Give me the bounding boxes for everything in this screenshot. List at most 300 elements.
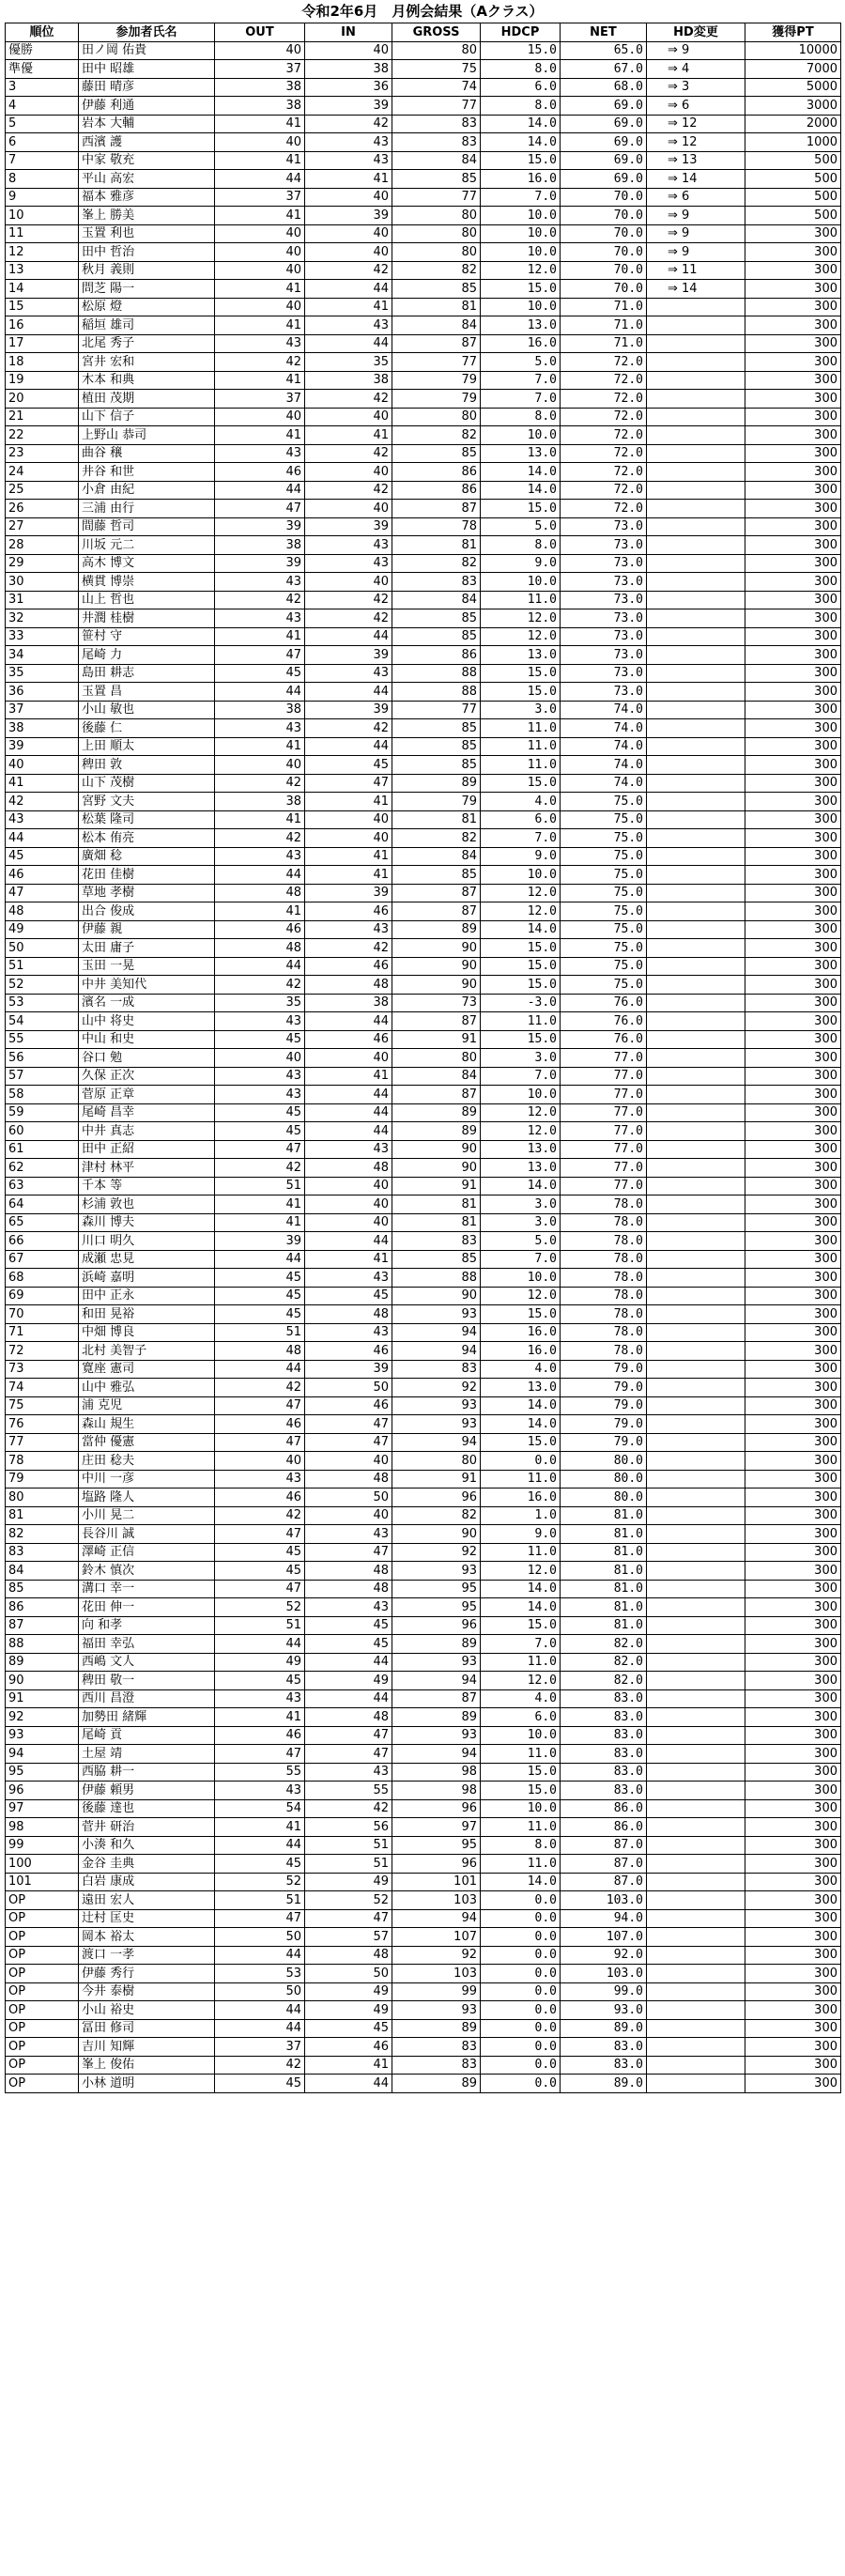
cell-points: 300 — [745, 2075, 841, 2093]
cell-name: 谷口 勉 — [79, 1049, 215, 1068]
cell-rank: 17 — [6, 334, 79, 353]
cell-name: 浜崎 嘉明 — [79, 1269, 215, 1288]
cell-hd-change — [647, 994, 745, 1012]
cell-rank: 45 — [6, 847, 79, 866]
cell-points: 300 — [745, 298, 841, 316]
cell-gross: 78 — [392, 517, 481, 536]
cell-hdcp: 14.0 — [481, 1415, 561, 1434]
cell-rank: 38 — [6, 719, 79, 738]
column-header-name: 参加者氏名 — [79, 23, 215, 42]
cell-hd-change — [647, 371, 745, 390]
cell-hd-change — [647, 1982, 745, 2001]
cell-in: 38 — [305, 994, 392, 1012]
cell-hdcp: 12.0 — [481, 627, 561, 646]
cell-points: 300 — [745, 1360, 841, 1379]
cell-points: 500 — [745, 188, 841, 207]
table-row — [6, 1360, 841, 1379]
cell-in: 41 — [305, 793, 392, 811]
cell-gross: 79 — [392, 371, 481, 390]
cell-net: 73.0 — [561, 536, 647, 555]
cell-in: 41 — [305, 1250, 392, 1269]
cell-rank: 46 — [6, 866, 79, 885]
cell-out: 41 — [215, 810, 305, 829]
cell-hdcp: 13.0 — [481, 1140, 561, 1159]
cell-hd-change — [647, 1799, 745, 1818]
cell-hd-change — [647, 1543, 745, 1562]
cell-gross: 101 — [392, 1873, 481, 1891]
cell-gross: 98 — [392, 1763, 481, 1782]
cell-in: 50 — [305, 1379, 392, 1397]
cell-hd-change — [647, 481, 745, 500]
cell-name: 田中 正永 — [79, 1287, 215, 1305]
cell-net: 71.0 — [561, 334, 647, 353]
cell-name: 間藤 哲司 — [79, 517, 215, 536]
cell-hdcp: 16.0 — [481, 334, 561, 353]
cell-hdcp: 0.0 — [481, 2001, 561, 2020]
cell-hd-change — [647, 1177, 745, 1195]
cell-gross: 94 — [392, 1433, 481, 1452]
cell-gross: 81 — [392, 1195, 481, 1214]
cell-hd-change: ⇒ 12 — [647, 115, 745, 133]
cell-out: 46 — [215, 1726, 305, 1745]
cell-gross: 90 — [392, 1140, 481, 1159]
cell-rank: 43 — [6, 810, 79, 829]
cell-net: 72.0 — [561, 371, 647, 390]
cell-gross: 80 — [392, 408, 481, 426]
cell-name: 中井 真志 — [79, 1122, 215, 1141]
cell-gross: 87 — [392, 334, 481, 353]
cell-hd-change: ⇒ 3 — [647, 78, 745, 97]
cell-name: 伊藤 親 — [79, 920, 215, 939]
cell-hd-change — [647, 353, 745, 372]
cell-name: 山上 哲也 — [79, 591, 215, 609]
cell-rank: 27 — [6, 517, 79, 536]
cell-name: 笹村 守 — [79, 627, 215, 646]
cell-hd-change — [647, 810, 745, 829]
cell-in: 47 — [305, 1909, 392, 1928]
cell-in: 44 — [305, 683, 392, 702]
cell-out: 44 — [215, 2019, 305, 2038]
cell-gross: 83 — [392, 1232, 481, 1251]
cell-out: 42 — [215, 2056, 305, 2075]
cell-hdcp: 4.0 — [481, 1689, 561, 1708]
cell-points: 300 — [745, 627, 841, 646]
cell-name: 田中 昭雄 — [79, 60, 215, 79]
cell-points: 300 — [745, 426, 841, 445]
cell-gross: 75 — [392, 60, 481, 79]
cell-gross: 82 — [392, 261, 481, 280]
cell-net: 89.0 — [561, 2019, 647, 2038]
table-row — [6, 463, 841, 482]
cell-net: 78.0 — [561, 1287, 647, 1305]
cell-points: 300 — [745, 683, 841, 702]
cell-net: 75.0 — [561, 976, 647, 995]
cell-hdcp: 10.0 — [481, 1086, 561, 1104]
cell-in: 42 — [305, 481, 392, 500]
cell-gross: 94 — [392, 1745, 481, 1764]
cell-net: 70.0 — [561, 224, 647, 243]
cell-hdcp: 12.0 — [481, 884, 561, 902]
cell-hdcp: 4.0 — [481, 793, 561, 811]
cell-in: 40 — [305, 1506, 392, 1525]
cell-hd-change — [647, 1140, 745, 1159]
cell-points: 300 — [745, 1323, 841, 1342]
cell-points: 300 — [745, 902, 841, 921]
cell-in: 44 — [305, 1689, 392, 1708]
table-row — [6, 500, 841, 518]
cell-hdcp: 4.0 — [481, 1360, 561, 1379]
cell-net: 77.0 — [561, 1067, 647, 1086]
cell-out: 45 — [215, 664, 305, 683]
cell-net: 74.0 — [561, 756, 647, 775]
cell-gross: 81 — [392, 810, 481, 829]
cell-gross: 84 — [392, 591, 481, 609]
cell-hd-change — [647, 1598, 745, 1617]
cell-in: 43 — [305, 151, 392, 170]
cell-name: 當仲 優憲 — [79, 1433, 215, 1452]
cell-name: 遠田 宏人 — [79, 1891, 215, 1910]
cell-name: 溝口 幸一 — [79, 1580, 215, 1598]
table-row — [6, 316, 841, 335]
cell-rank: 15 — [6, 298, 79, 316]
cell-points: 300 — [745, 591, 841, 609]
cell-rank: 57 — [6, 1067, 79, 1086]
cell-hd-change — [647, 2075, 745, 2093]
table-row — [6, 1525, 841, 1544]
cell-hd-change — [647, 1195, 745, 1214]
table-row — [6, 481, 841, 500]
cell-hd-change — [647, 573, 745, 592]
cell-gross: 83 — [392, 115, 481, 133]
cell-in: 44 — [305, 1232, 392, 1251]
cell-in: 35 — [305, 353, 392, 372]
cell-out: 45 — [215, 1305, 305, 1324]
cell-rank: 84 — [6, 1562, 79, 1581]
cell-points: 500 — [745, 170, 841, 189]
cell-net: 81.0 — [561, 1562, 647, 1581]
cell-rank: 37 — [6, 701, 79, 719]
cell-in: 43 — [305, 1269, 392, 1288]
cell-gross: 81 — [392, 536, 481, 555]
cell-net: 74.0 — [561, 737, 647, 756]
cell-points: 300 — [745, 1745, 841, 1764]
cell-hd-change — [647, 664, 745, 683]
cell-points: 300 — [745, 280, 841, 299]
cell-hdcp: 7.0 — [481, 188, 561, 207]
cell-hd-change: ⇒ 14 — [647, 170, 745, 189]
cell-hdcp: 13.0 — [481, 646, 561, 665]
cell-hd-change — [647, 1232, 745, 1251]
cell-hdcp: 11.0 — [481, 1470, 561, 1489]
cell-hd-change — [647, 1470, 745, 1489]
table-row — [6, 2075, 841, 2093]
cell-name: 菅原 正章 — [79, 1086, 215, 1104]
cell-in: 39 — [305, 701, 392, 719]
cell-gross: 79 — [392, 793, 481, 811]
cell-name: 木本 和典 — [79, 371, 215, 390]
cell-points: 300 — [745, 810, 841, 829]
cell-out: 45 — [215, 1030, 305, 1049]
cell-points: 300 — [745, 2001, 841, 2020]
cell-gross: 81 — [392, 298, 481, 316]
cell-hd-change — [647, 444, 745, 463]
cell-points: 300 — [745, 1506, 841, 1525]
cell-name: 伊藤 頼男 — [79, 1782, 215, 1800]
cell-in: 46 — [305, 1030, 392, 1049]
cell-out: 41 — [215, 426, 305, 445]
cell-hdcp: 8.0 — [481, 408, 561, 426]
cell-rank: 55 — [6, 1030, 79, 1049]
cell-rank: 96 — [6, 1782, 79, 1800]
cell-in: 51 — [305, 1836, 392, 1855]
cell-name: 井谷 和世 — [79, 463, 215, 482]
cell-in: 46 — [305, 957, 392, 976]
cell-name: 金谷 圭典 — [79, 1855, 215, 1874]
cell-hdcp: 1.0 — [481, 1506, 561, 1525]
cell-net: 81.0 — [561, 1506, 647, 1525]
cell-points: 300 — [745, 481, 841, 500]
table-row — [6, 151, 841, 170]
cell-gross: 94 — [392, 1909, 481, 1928]
cell-net: 82.0 — [561, 1635, 647, 1654]
cell-in: 40 — [305, 1177, 392, 1195]
cell-net: 78.0 — [561, 1213, 647, 1232]
cell-in: 39 — [305, 207, 392, 225]
cell-net: 76.0 — [561, 994, 647, 1012]
cell-points: 300 — [745, 1067, 841, 1086]
table-row — [6, 1891, 841, 1910]
cell-gross: 90 — [392, 939, 481, 958]
cell-net: 83.0 — [561, 1763, 647, 1782]
cell-hdcp: 12.0 — [481, 902, 561, 921]
cell-hdcp: 16.0 — [481, 1342, 561, 1361]
cell-rank: 44 — [6, 829, 79, 848]
cell-gross: 89 — [392, 2075, 481, 2093]
cell-name: 玉置 昌 — [79, 683, 215, 702]
cell-hd-change — [647, 683, 745, 702]
cell-points: 300 — [745, 1543, 841, 1562]
cell-hdcp: 13.0 — [481, 1379, 561, 1397]
cell-out: 42 — [215, 1379, 305, 1397]
cell-points: 300 — [745, 1470, 841, 1489]
cell-name: 伊藤 秀行 — [79, 1965, 215, 1983]
cell-points: 300 — [745, 554, 841, 573]
cell-out: 44 — [215, 1250, 305, 1269]
cell-points: 300 — [745, 1672, 841, 1690]
cell-net: 73.0 — [561, 573, 647, 592]
column-header-rank: 順位 — [6, 23, 79, 42]
cell-net: 70.0 — [561, 243, 647, 262]
cell-net: 79.0 — [561, 1379, 647, 1397]
cell-in: 42 — [305, 115, 392, 133]
cell-hdcp: 0.0 — [481, 2075, 561, 2093]
cell-in: 46 — [305, 1396, 392, 1415]
cell-hdcp: 13.0 — [481, 444, 561, 463]
cell-out: 43 — [215, 573, 305, 592]
cell-hdcp: 15.0 — [481, 500, 561, 518]
cell-points: 300 — [745, 334, 841, 353]
cell-in: 43 — [305, 133, 392, 152]
cell-in: 39 — [305, 646, 392, 665]
cell-net: 65.0 — [561, 41, 647, 60]
cell-hdcp: 8.0 — [481, 97, 561, 116]
cell-hd-change — [647, 2056, 745, 2075]
cell-name: 出合 俊成 — [79, 902, 215, 921]
cell-hd-change — [647, 1763, 745, 1782]
cell-hdcp: 10.0 — [481, 573, 561, 592]
cell-rank: 67 — [6, 1250, 79, 1269]
cell-rank: 13 — [6, 261, 79, 280]
cell-hdcp: 11.0 — [481, 756, 561, 775]
cell-in: 47 — [305, 1433, 392, 1452]
cell-out: 40 — [215, 1049, 305, 1068]
cell-rank: 75 — [6, 1396, 79, 1415]
cell-name: 福本 雅彦 — [79, 188, 215, 207]
cell-rank: 95 — [6, 1763, 79, 1782]
cell-points: 1000 — [745, 133, 841, 152]
cell-net: 73.0 — [561, 646, 647, 665]
table-row — [6, 115, 841, 133]
cell-rank: 36 — [6, 683, 79, 702]
cell-hdcp: 11.0 — [481, 1543, 561, 1562]
cell-hdcp: 10.0 — [481, 1726, 561, 1745]
table-row — [6, 1598, 841, 1617]
cell-rank: OP — [6, 2056, 79, 2075]
cell-name: 小川 晃二 — [79, 1506, 215, 1525]
cell-out: 41 — [215, 207, 305, 225]
cell-in: 44 — [305, 2075, 392, 2093]
cell-hdcp: 15.0 — [481, 683, 561, 702]
cell-hdcp: 16.0 — [481, 1489, 561, 1507]
cell-in: 41 — [305, 298, 392, 316]
cell-points: 300 — [745, 463, 841, 482]
cell-rank: OP — [6, 2001, 79, 2020]
cell-hdcp: 6.0 — [481, 810, 561, 829]
cell-rank: 93 — [6, 1726, 79, 1745]
cell-points: 300 — [745, 1982, 841, 2001]
cell-rank: 25 — [6, 481, 79, 500]
cell-gross: 85 — [392, 756, 481, 775]
cell-points: 300 — [745, 957, 841, 976]
cell-out: 43 — [215, 1782, 305, 1800]
cell-hdcp: 11.0 — [481, 737, 561, 756]
cell-in: 41 — [305, 426, 392, 445]
table-row — [6, 920, 841, 939]
cell-gross: 83 — [392, 2038, 481, 2057]
cell-rank: 92 — [6, 1708, 79, 1727]
cell-hdcp: 15.0 — [481, 976, 561, 995]
table-row — [6, 41, 841, 60]
cell-hdcp: 0.0 — [481, 1452, 561, 1471]
table-row — [6, 1379, 841, 1397]
cell-gross: 73 — [392, 994, 481, 1012]
cell-name: 長谷川 誠 — [79, 1525, 215, 1544]
cell-name: 田ノ岡 佑貴 — [79, 41, 215, 60]
cell-net: 73.0 — [561, 609, 647, 628]
cell-in: 36 — [305, 78, 392, 97]
table-row — [6, 829, 841, 848]
cell-in: 48 — [305, 1305, 392, 1324]
cell-name: 西脇 耕一 — [79, 1763, 215, 1782]
cell-out: 41 — [215, 115, 305, 133]
cell-out: 43 — [215, 444, 305, 463]
cell-hd-change — [647, 1672, 745, 1690]
cell-name: 吉川 知輝 — [79, 2038, 215, 2057]
cell-hdcp: 12.0 — [481, 1287, 561, 1305]
cell-points: 300 — [745, 224, 841, 243]
cell-net: 68.0 — [561, 78, 647, 97]
cell-hdcp: 11.0 — [481, 719, 561, 738]
cell-out: 47 — [215, 1140, 305, 1159]
cell-hd-change: ⇒ 4 — [647, 60, 745, 79]
cell-rank: 24 — [6, 463, 79, 482]
cell-hdcp: 15.0 — [481, 664, 561, 683]
table-row — [6, 1635, 841, 1654]
table-row — [6, 1818, 841, 1837]
cell-name: 成瀬 忠見 — [79, 1250, 215, 1269]
cell-hdcp: 0.0 — [481, 2038, 561, 2057]
table-row — [6, 261, 841, 280]
cell-net: 75.0 — [561, 793, 647, 811]
cell-name: 塩路 隆人 — [79, 1489, 215, 1507]
cell-hdcp: 12.0 — [481, 1122, 561, 1141]
cell-net: 81.0 — [561, 1543, 647, 1562]
cell-name: 小湊 和久 — [79, 1836, 215, 1855]
cell-out: 42 — [215, 353, 305, 372]
cell-hd-change — [647, 1525, 745, 1544]
table-row — [6, 1946, 841, 1965]
table-body — [6, 41, 841, 2092]
table-row — [6, 1086, 841, 1104]
cell-hdcp: 10.0 — [481, 1799, 561, 1818]
cell-points: 300 — [745, 1891, 841, 1910]
cell-out: 41 — [215, 151, 305, 170]
table-row — [6, 1745, 841, 1764]
cell-in: 41 — [305, 2056, 392, 2075]
table-row — [6, 188, 841, 207]
cell-rank: 9 — [6, 188, 79, 207]
cell-hdcp: 0.0 — [481, 1982, 561, 2001]
cell-in: 48 — [305, 1470, 392, 1489]
cell-rank: 54 — [6, 1012, 79, 1031]
cell-points: 300 — [745, 408, 841, 426]
cell-net: 72.0 — [561, 481, 647, 500]
cell-net: 72.0 — [561, 390, 647, 409]
cell-rank: 72 — [6, 1342, 79, 1361]
cell-name: 渡口 一孝 — [79, 1946, 215, 1965]
cell-in: 42 — [305, 390, 392, 409]
cell-net: 78.0 — [561, 1305, 647, 1324]
cell-gross: 94 — [392, 1342, 481, 1361]
cell-net: 83.0 — [561, 1708, 647, 1727]
cell-out: 35 — [215, 994, 305, 1012]
cell-points: 300 — [745, 866, 841, 885]
table-row — [6, 1909, 841, 1928]
cell-name: 鈴木 慎次 — [79, 1562, 215, 1581]
cell-in: 43 — [305, 554, 392, 573]
cell-hdcp: 15.0 — [481, 1305, 561, 1324]
cell-hd-change — [647, 500, 745, 518]
cell-gross: 87 — [392, 884, 481, 902]
table-row — [6, 243, 841, 262]
cell-name: 山中 将史 — [79, 1012, 215, 1031]
table-row — [6, 1103, 841, 1122]
cell-net: 74.0 — [561, 774, 647, 793]
cell-points: 300 — [745, 1250, 841, 1269]
cell-hdcp: 14.0 — [481, 1396, 561, 1415]
cell-rank: 76 — [6, 1415, 79, 1434]
cell-points: 300 — [745, 500, 841, 518]
